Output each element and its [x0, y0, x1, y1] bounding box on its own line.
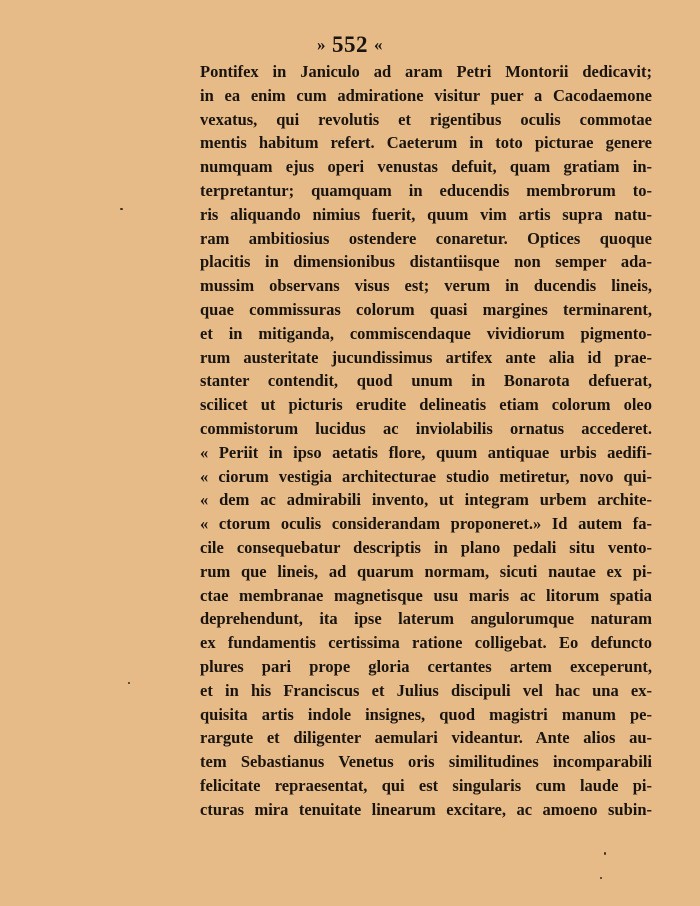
text-line: rargute et diligenter aemulari videantur. Ante alios au- [200, 728, 652, 748]
text-line: et in his Franciscus et Julius discipuli vel hac una ex- [200, 680, 652, 700]
text-line: vexatus, qui revolutis et rigentibus oculis commotae [200, 109, 652, 129]
text-line: scilicet ut picturis erudite delineatis etiam colorum oleo [200, 395, 652, 415]
text-line: plures pari prope gloria certantes artem exceperunt, [200, 656, 652, 676]
quoted-line: « Periit in ipso aetatis flore, quum antiquae urbis aedifi- [200, 442, 652, 462]
left-ornament: » [317, 35, 326, 54]
text-line: numquam ejus operi venustas defuit, quam gratiam in- [200, 157, 652, 177]
paper-speck [600, 877, 602, 879]
text-line: placitis in dimensionibus distantiisque non semper ada- [200, 252, 652, 272]
body-text [200, 60, 652, 822]
text-line: mentis habitum refert. Caeterum in toto picturae genere [200, 133, 652, 153]
text-line: Pontifex in Janiculo ad aram Petri Montorii dedicavit; [200, 62, 652, 81]
quoted-line: « ctorum oculis considerandam proponeret.» Id autem fa- [200, 514, 652, 534]
text-line: deprehendunt, ita ipse laterum angulorumque naturam [200, 609, 652, 629]
text-line: rum austeritate jucundissimus artifex ante alia id prae- [200, 347, 652, 367]
text-line: quae commissuras colorum quasi margines terminarent, [200, 299, 652, 319]
text-line: ctae membranae magnetisque usu maris ac litorum spatia [200, 585, 652, 605]
right-ornament: « [374, 35, 383, 54]
text-line: cile consequebatur descriptis in plano pedali situ vento- [200, 537, 652, 557]
text-line: in ea enim cum admiratione visitur puer a Cacodaemone [200, 85, 652, 105]
text-line: ex fundamentis certissima ratione colligebat. Eo defuncto [200, 633, 652, 653]
quoted-line: « ciorum vestigia architecturae studio metiretur, novo qui- [200, 466, 652, 486]
paper-speck [120, 208, 123, 210]
text-line: quisita artis indole insignes, quod magistri manum pe- [200, 704, 652, 724]
text-line: commistorum lucidus ac inviolabilis ornatus accederet. [200, 418, 652, 438]
text-line: felicitate repraesentat, qui est singularis cum laude pi- [200, 775, 652, 795]
text-line: stanter contendit, quod unum in Bonarota defuerat, [200, 371, 652, 391]
page-header [0, 30, 700, 60]
quoted-line: « dem ac admirabili invento, ut integram urbem archite- [200, 490, 652, 510]
text-line: mussim observans visus est; verum in ducendis lineis, [200, 276, 652, 296]
text-line: cturas mira tenuitate linearum excitare, ac amoeno subin- [200, 799, 652, 819]
text-line: ris aliquando nimius fuerit, quum vim artis supra natu- [200, 204, 652, 224]
paper-speck [604, 852, 606, 855]
text-line: ram ambitiosius ostendere conaretur. Optices quoque [200, 228, 652, 248]
text-line: tem Sebastianus Venetus oris similitudines incomparabili [200, 752, 652, 772]
page-number: 552 [332, 32, 368, 57]
text-line: terpretantur; quamquam in educendis membrorum to- [200, 180, 652, 200]
paper-speck [128, 682, 130, 684]
text-line: et in mitiganda, commiscendaque vividiorum pigmento- [200, 323, 652, 343]
text-line: rum que lineis, ad quarum normam, sicuti nautae ex pi- [200, 561, 652, 581]
